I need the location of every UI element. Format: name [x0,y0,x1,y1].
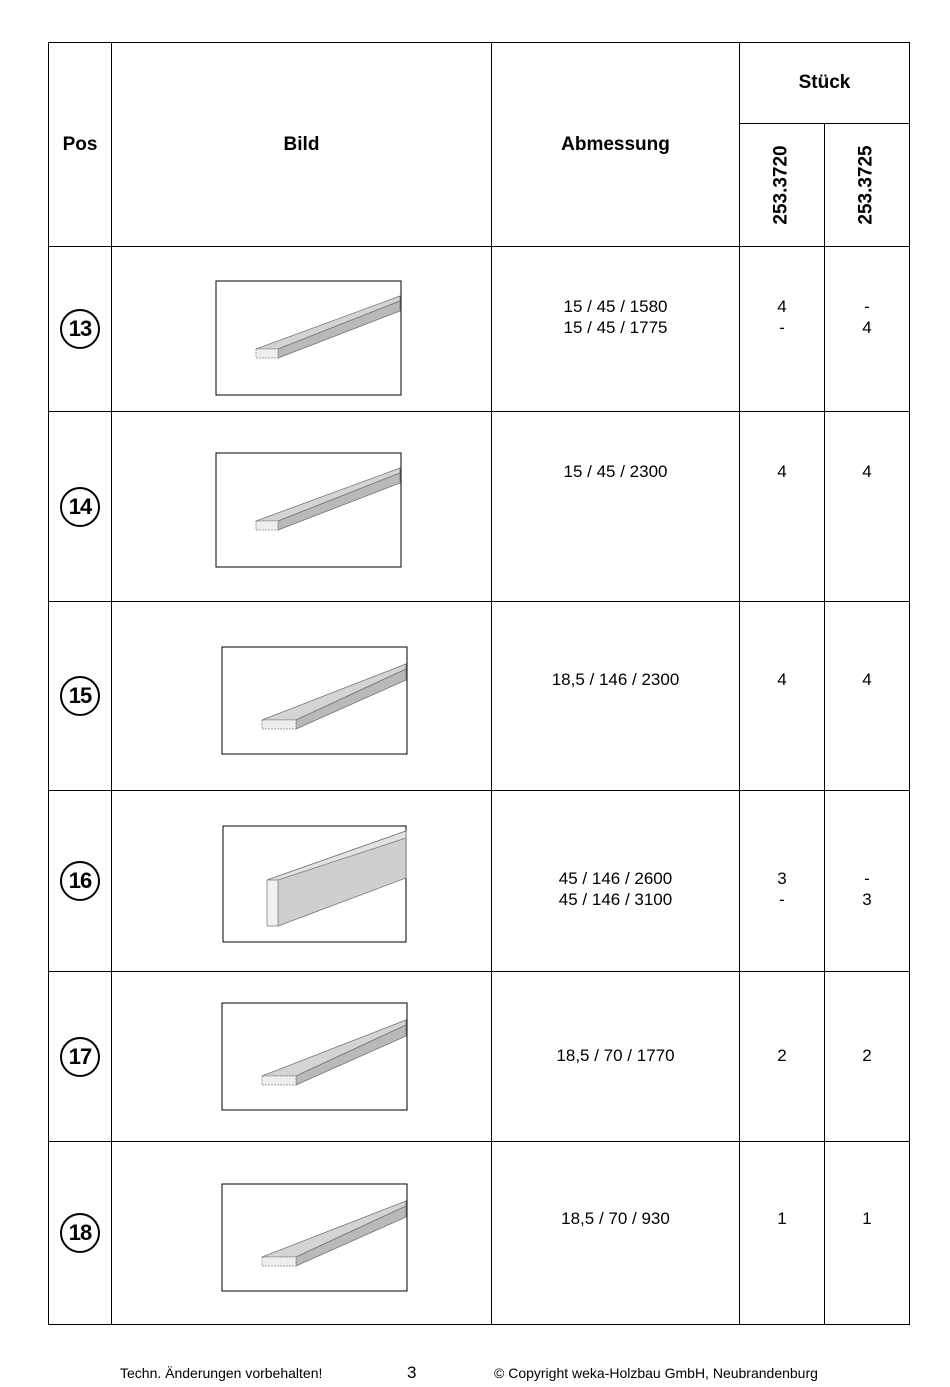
quantity-value: 2 [777,1046,787,1065]
page-number: 3 [407,1363,417,1382]
quantity-value: 4 [862,670,872,689]
quantity-value: 3 [777,869,787,888]
quantity-value: 4 [777,297,787,316]
table-row [49,412,910,602]
qty-cell-253-3725 [825,247,910,412]
header-stueck: Stück [740,43,910,124]
header-variant-b: 253.3725 [856,145,877,225]
bild-cell [112,247,492,412]
table-row [49,791,910,972]
quantity-value: 4 [777,670,787,689]
table-row [49,247,910,412]
quantity-value: 2 [862,1046,872,1065]
bild-cell [112,602,492,791]
table-row [49,602,910,791]
bild-cell [112,972,492,1142]
dimension-value: 45 / 146 / 2600 [558,869,673,888]
pos-cell [49,791,112,972]
bild-cell [112,1142,492,1325]
quantity-value: - [779,318,785,337]
table-row [49,1142,910,1325]
qty-cell-253-3725 [825,602,910,791]
bild-cell [112,791,492,972]
quantity-value: 1 [777,1209,787,1228]
parts-rows [49,247,910,1325]
part-drawing [112,602,492,791]
quantity-value: - [779,890,785,909]
dimension-value: 15 / 45 / 1775 [563,318,668,337]
table-row [49,972,910,1142]
quantity-value: 4 [862,318,872,337]
pos-cell [49,602,112,791]
dimension-cell [492,247,740,412]
dimension-value: 18,5 / 70 / 930 [561,1209,670,1228]
dimension-cell [492,791,740,972]
position-badge: 15 [60,676,100,716]
qty-cell-253-3720 [740,247,825,412]
position-badge: 17 [60,1037,100,1077]
quantity-value: 1 [862,1209,872,1228]
header-variant-b-cell [825,124,910,247]
part-drawing [112,972,492,1142]
dimension-cell [492,412,740,602]
header-abmessung: Abmessung [492,43,740,247]
qty-cell-253-3720 [740,602,825,791]
dimension-cell [492,1142,740,1325]
dimension-value: 15 / 45 / 1580 [563,297,668,316]
part-drawing [112,247,492,412]
qty-cell-253-3720 [740,412,825,602]
qty-cell-253-3720 [740,972,825,1142]
header-variant-a-cell [740,124,825,247]
dimension-value: 45 / 146 / 3100 [558,890,673,909]
qty-cell-253-3720 [740,791,825,972]
footer-copyright: © Copyright weka-Holzbau GmbH, Neubrandenburg [494,1365,818,1381]
footer-note: Techn. Änderungen vorbehalten! [120,1365,323,1381]
header-variant-a: 253.3720 [771,145,792,225]
part-drawing [112,1142,492,1325]
position-badge: 18 [60,1213,100,1253]
quantity-value: - [864,869,870,888]
header-pos: Pos [49,43,112,247]
qty-cell-253-3720 [740,1142,825,1325]
pos-cell [49,1142,112,1325]
dimension-value: 15 / 45 / 2300 [563,462,668,481]
dimension-cell [492,602,740,791]
qty-cell-253-3725 [825,791,910,972]
bild-cell [112,412,492,602]
quantity-value: - [864,297,870,316]
part-drawing [112,791,492,972]
pos-cell [49,247,112,412]
qty-cell-253-3725 [825,1142,910,1325]
part-drawing [112,412,492,602]
quantity-value: 4 [777,462,787,481]
dimension-value: 18,5 / 70 / 1770 [556,1046,675,1065]
position-badge: 16 [60,861,100,901]
qty-cell-253-3725 [825,972,910,1142]
pos-cell [49,972,112,1142]
pos-cell [49,412,112,602]
parts-table [48,42,910,1325]
dimension-value: 18,5 / 146 / 2300 [551,670,680,689]
quantity-value: 3 [862,890,872,909]
dimension-cell [492,972,740,1142]
position-badge: 13 [60,309,100,349]
header-bild: Bild [112,43,492,247]
quantity-value: 4 [862,462,872,481]
qty-cell-253-3725 [825,412,910,602]
position-badge: 14 [60,487,100,527]
